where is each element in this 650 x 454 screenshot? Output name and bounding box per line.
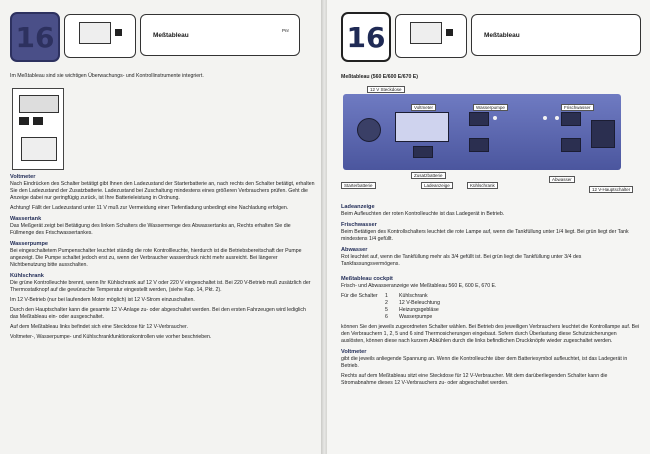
indicator-led — [543, 116, 547, 120]
freshwater-switch — [561, 112, 581, 126]
subtitle: Meßtableau (560 E/600 E/670 E) — [341, 74, 418, 80]
gauge-icon — [395, 14, 467, 58]
section-text: können Sie den jeweils zugeordneten Schalter wählen. Bei Betrieb des jeweiligen Verbrauchers leuchtet die Kontrollampe auf. Bei den Verbrauchern 1, 2, 5 und 6 sind Thermosicherungen eingebaut. Sofern durch Überlastung diese Schutzsicherungen auslösten, können diese nach kurzem Abkühlen durch die links befindlichen Druckknöpfe wieder zugeschaltet werden. — [341, 324, 640, 344]
left-sections — [10, 170, 315, 341]
indicator-led — [555, 116, 559, 120]
header-title: Meßtableau — [140, 14, 300, 56]
label-hauptschalter: 12 V-Hauptschalter — [589, 186, 633, 193]
section-text: Rechts auf dem Meßtableau sitzt eine Steckdose für 12 V-Verbraucher. Mit dem darüberliegenden Schalter kann die Stromabnahme dieses 12 V-Verbrauchers zu- oder abgeschaltet werden. — [341, 373, 608, 386]
section-text: Auf dem Meßtableau links befindet sich eine Steckdose für 12 V-Verbraucher. — [10, 324, 188, 330]
section-heading: Voltmeter — [10, 174, 36, 180]
socket-icon — [357, 118, 381, 142]
panel-illustration — [12, 88, 64, 170]
switch-items — [385, 293, 440, 321]
label-frischwasser: Frischwasser — [561, 104, 594, 111]
wastewater-switch — [561, 138, 581, 152]
section-text: Voltmeter-, Wasserpumpe- und Kühlschrankfunktionskontrollen wie vorher beschrieben. — [10, 334, 212, 340]
fridge-switch — [469, 138, 489, 152]
indicator-led — [493, 116, 497, 120]
switch-num: 1 — [385, 293, 388, 299]
gauge-icon — [64, 14, 136, 58]
section-text: Im 12 V-Betrieb (nur bei laufendem Motor möglich) ist 12 V-Strom einzuschalten. — [10, 297, 195, 303]
right-page — [327, 0, 650, 454]
section-text: Bei eingeschaltetem Pumpenschalter leuchtet ständig die rote Kontrollleuchte, hierdurch ist die Betriebsbereitschaft der Pumpe angezeigt. Die Pumpe schaltet jedoch erst zu, wenn der Verbraucher wasserdruck nicht mehr ausreicht. Bei längerer Nichtbenutzung bitte ausschalten. — [10, 248, 302, 268]
battery-switch — [413, 146, 433, 158]
section-text: Beim Aufleuchten der roten Kontrolleuchte ist das Ladegerät in Betrieb. — [341, 211, 505, 217]
section-text: Nach Eindrücken des Schalter betätigt gibt Ihnen den Ladezustand der Starterbatterie an, nach rechts den Schalter betätigt, erhalten Sie den Ladezustand der Zusatzbatterie. Ladezustand bei Zuschaltung mindestens eines größeren Verbrauchers prüfen. Geht die Anzeige dabei nur geringfügig zurück, ist Ihre Batterieleistung in Ordnung. — [10, 181, 315, 201]
section-text: Das Meßgerät zeigt bei Betätigung des linken Schalters die Wassermenge des Abwassertanks an, Rechts erhalten Sie die Füllmenge des Frischwassertankes. — [10, 223, 291, 236]
section-heading: Wassertank — [10, 216, 42, 222]
label-abwasser: Abwasser — [549, 176, 575, 183]
section-text: Beim Betätigen des Kontrollschalters leuchtet die rote Lampe auf, wenn die Tankfüllung unter 1/4 liegt. Bei grün liegt der Tank mindestens 1/4 gefüllt. — [341, 229, 629, 242]
main-switch — [591, 120, 615, 148]
section-text: Durch den Hauptschalter kann die gesamte 12 V-Anlage zu- oder abgeschaltet werden. Bei den ersten Fahrzeugen wird lediglich das Meßtableau ein- oder ausgeschaltet. — [10, 307, 306, 320]
label-starterbatterie: Starterbatterie — [341, 182, 376, 189]
pump-switch — [469, 112, 489, 126]
label-ladeanzeige: Ladeanzeige — [421, 182, 453, 189]
section-text: Achtung! Fällt der Ladezustand unter 11 V muß zur Vermeidung einer Tiefentladung unbedingt eine Nachladung erfolgen. — [10, 205, 289, 211]
switch-item — [385, 314, 440, 321]
chapter-number-badge: 16 — [341, 12, 391, 62]
section-text: gibt die jeweils anliegende Spannung an. Wenn die Kontrolleuchte über dem Batteriesymbol aufleuchtet, ist das Ladegerät in Betrieb. — [341, 356, 628, 369]
section-text: Rot leuchtet auf, wenn die Tankfüllung mehr als 3/4 gefüllt ist. Bei grün liegt die Tankfüllung unter 3/4 des Tankfassungsvermögens. — [341, 254, 582, 267]
section-heading: Wasserpumpe — [10, 241, 49, 247]
switch-name: Heizungsgebläse — [399, 307, 439, 313]
section-heading: Abwasser — [341, 247, 368, 253]
switch-list — [341, 293, 641, 321]
label-kuehlschrank: Kühlschrank — [467, 182, 498, 189]
label-steckdose: 12 V Steckdose — [367, 86, 405, 93]
chapter-number-badge: 16 — [10, 12, 60, 62]
voltmeter-gauge — [395, 112, 449, 142]
right-sections — [341, 200, 641, 387]
left-page — [0, 0, 323, 454]
section-heading: Voltmeter — [341, 349, 367, 355]
label-zusatzbatterie: Zusatzbatterie — [411, 172, 446, 179]
section-heading: Meßtableau cockpit — [341, 276, 393, 282]
section-text: Frisch- und Abwasseranzeige wie Meßtableau 560 E, 600 E, 670 E. — [341, 283, 497, 289]
switch-num: 5 — [385, 307, 388, 313]
corner-mark: Pnr — [282, 28, 290, 33]
switch-num: 2 — [385, 300, 388, 306]
section-heading: Frischwasser — [341, 222, 377, 228]
switch-num: 6 — [385, 314, 388, 320]
switch-intro: Für die Schalter — [341, 293, 378, 299]
label-voltmeter: Voltmeter — [411, 104, 436, 111]
section-heading: Ladeanzeige — [341, 204, 375, 210]
header-title: Meßtableau — [471, 14, 641, 56]
switch-item — [385, 300, 440, 307]
section-text: Die grüne Kontrolleuchte brennt, wenn Ihr Kühlschrank auf 12 V oder 220 V eingeschaltet ist. Bei 220 V-Betrieb muß zusätzlich der Thermostatknopf auf die gewünschte Temperatur eingestellt werden, (siehe Kap. 14, Pkt. 2). — [10, 280, 311, 293]
section-heading: Kühlschrank — [10, 273, 44, 279]
switch-item — [385, 307, 440, 314]
switch-name: 12 V-Beleuchtung — [399, 300, 440, 306]
switch-item — [385, 293, 440, 300]
switch-name: Wasserpumpe — [399, 314, 433, 320]
intro-text: Im Meßtableau sind sie wichtigen Überwachungs- und Kontrollinstrumente integriert. — [10, 73, 204, 79]
label-wasserpumpe: Wasserpumpe — [473, 104, 508, 111]
switch-name: Kühlschrank — [399, 293, 428, 299]
